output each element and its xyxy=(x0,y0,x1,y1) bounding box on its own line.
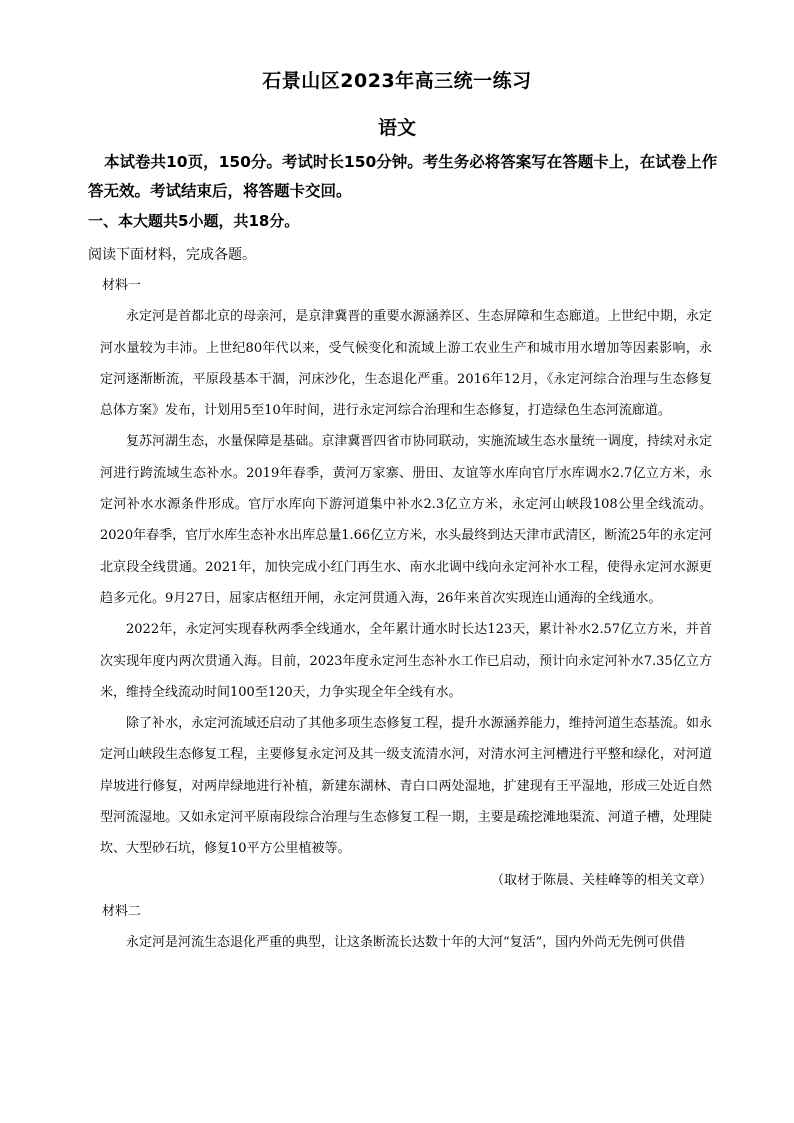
exam-subject: 语文 xyxy=(377,117,416,139)
material-1-paragraph-1: 永定河是首都北京的母亲河，是京津冀晋的重要水源涵养区、生态屏障和生态廊道。上世纪中期，永定河水量较为丰沛。上世纪80年代以来，受气候变化和流域上游工农业生产和城市用水增加等因素影响，永定河逐渐断流，平原段基本干涸，河床沙化，生态退化严重。2016年12月，《永定河综合治理与生态修复总体方案》发布，计划用5至10年时间，进行永定河综合治理和生态修复，打造绿色生态河流廊道。 xyxy=(100,309,712,419)
section-instruction: 阅读下面材料，完成各题。 xyxy=(88,247,256,263)
reading-material xyxy=(100,270,712,959)
material-1-label: 材料一 xyxy=(102,278,142,293)
material-2-paragraph-1: 永定河是河流生态退化严重的典型，让这条断流长达数十年的大河“复活”，国内外尚无先例可供借 xyxy=(126,935,686,951)
section-heading: 一、本大题共5小题，共18分。 xyxy=(88,212,300,230)
material-1-paragraph-4: 除了补水，永定河流域还启动了其他多项生态修复工程，提升水源涵养能力，维持河道生态基流。如永定河山峡段生态修复工程，主要修复永定河及其一级支流清水河，对清水河主河槽进行平整和绿化，对河道岸坡进行修复，对两岸绿地进行补植，新建东湖林、青白口两处湿地，扩建现有王平湿地，形成三处近自然型河流湿地。又如永定河平原南段综合治理与生态修复工程一期，主要是疏挖滩地渠流、河道子槽，处理陡坎、大型砂石坑，修复10平方公里植被等。 xyxy=(100,716,712,857)
material-2-label: 材料二 xyxy=(102,903,142,919)
exam-title: 石景山区2023年高三统一练习 xyxy=(262,70,532,92)
material-1-source: （取材于陈晨、关桂峰等的相关文章） xyxy=(490,872,712,888)
exam-notice: 本试卷共10页，150分。考试时长150分钟。考生务必将答案写在答题卡上，在试卷上作答无效。考试结束后，将答题卡交回。 xyxy=(88,153,718,200)
material-1-paragraph-2: 复苏河湖生态，水量保障是基础。京津冀晋四省市协同联动，实施流域生态水量统一调度，持续对永定河进行跨流域生态补水。2019年春季，黄河万家寨、册田、友谊等水库向官厅水库调水2.7亿立方米，永定河补水水源条件形成。官厅水库向下游河道集中补水2.3亿立方米，永定河山峡段108公里全线流动。2020年春季，官厅水库生态补水出库总量1.66亿立方米，水头最终到达天津市武清区，断流25年的永定河北京段全线贯通。2021年，加快完成小红门再生水、南水北调中线向永定河补水工程，使得永定河水源更趋多元化。9月27日，屈家店枢纽开闸，永定河贯通入海，26年来首次实现连山通海的全线通水。 xyxy=(100,434,712,606)
material-1-paragraph-3: 2022年，永定河实现春秋两季全线通水，全年累计通水时长达123天，累计补水2.57亿立方米，并首次实现年度内两次贯通入海。目前，2023年度永定河生态补水工作已启动，预计向永定河补水7.35亿立方米，维持全线流动时间100至120天，力争实现全年全线有水。 xyxy=(100,622,712,700)
